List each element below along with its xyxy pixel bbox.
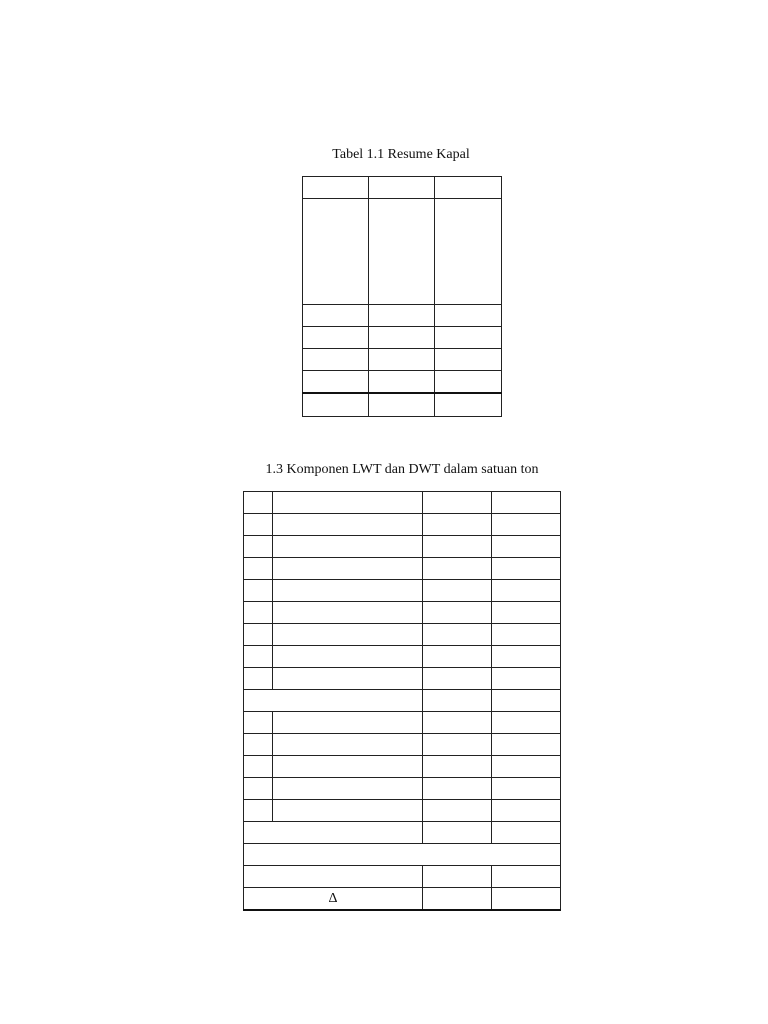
subtotal-row bbox=[244, 690, 561, 712]
table-cell bbox=[244, 866, 423, 888]
table-cell bbox=[369, 393, 435, 417]
table-cell bbox=[273, 800, 423, 822]
table-cell bbox=[492, 558, 561, 580]
table-row bbox=[244, 712, 561, 734]
table-cell bbox=[244, 712, 273, 734]
table-cell bbox=[423, 690, 492, 712]
table-cell bbox=[423, 646, 492, 668]
table-cell bbox=[273, 514, 423, 536]
table-cell bbox=[303, 305, 369, 327]
table-cell bbox=[492, 514, 561, 536]
delta-row bbox=[244, 888, 561, 911]
table-cell bbox=[435, 177, 502, 199]
table-row bbox=[303, 199, 502, 305]
table-cell bbox=[492, 580, 561, 602]
table-cell bbox=[492, 602, 561, 624]
table-cell bbox=[244, 756, 273, 778]
table-cell bbox=[492, 822, 561, 844]
table-cell bbox=[303, 393, 369, 417]
delta-symbol: Δ bbox=[244, 888, 423, 911]
table-cell bbox=[435, 349, 502, 371]
table-cell bbox=[303, 349, 369, 371]
table-cell bbox=[492, 734, 561, 756]
table-row bbox=[303, 371, 502, 394]
table-cell bbox=[244, 624, 273, 646]
table-row bbox=[244, 646, 561, 668]
table-cell bbox=[423, 580, 492, 602]
table-cell bbox=[423, 536, 492, 558]
table-cell bbox=[492, 646, 561, 668]
table-cell bbox=[492, 888, 561, 911]
table-cell bbox=[244, 602, 273, 624]
table-cell bbox=[244, 558, 273, 580]
table-lwt-caption: 1.3 Komponen LWT dan DWT dalam satuan ton bbox=[265, 462, 539, 477]
table-cell bbox=[244, 778, 273, 800]
table-cell bbox=[273, 734, 423, 756]
table-cell bbox=[369, 199, 435, 305]
table-row bbox=[244, 536, 561, 558]
table-cell bbox=[273, 536, 423, 558]
table-cell bbox=[492, 624, 561, 646]
table-cell bbox=[244, 822, 423, 844]
table-cell bbox=[244, 734, 273, 756]
table-cell bbox=[244, 514, 273, 536]
table-cell bbox=[244, 690, 423, 712]
table-cell bbox=[423, 822, 492, 844]
table-row bbox=[303, 305, 502, 327]
table-row bbox=[244, 734, 561, 756]
subtotal-row bbox=[244, 822, 561, 844]
table-cell bbox=[435, 371, 502, 394]
table-row bbox=[244, 756, 561, 778]
table-row bbox=[244, 580, 561, 602]
table-cell bbox=[369, 371, 435, 394]
table-cell bbox=[303, 327, 369, 349]
table-cell bbox=[244, 580, 273, 602]
table-cell bbox=[369, 327, 435, 349]
table-cell bbox=[423, 492, 492, 514]
table-cell bbox=[492, 756, 561, 778]
table-cell bbox=[273, 602, 423, 624]
table-cell bbox=[423, 778, 492, 800]
table-cell bbox=[244, 646, 273, 668]
table-cell bbox=[435, 199, 502, 305]
table-cell bbox=[423, 514, 492, 536]
table-cell bbox=[423, 624, 492, 646]
table-cell bbox=[435, 327, 502, 349]
table-cell bbox=[303, 371, 369, 394]
table-cell bbox=[492, 778, 561, 800]
table-cell bbox=[369, 177, 435, 199]
table-cell bbox=[492, 800, 561, 822]
table-cell bbox=[423, 756, 492, 778]
table-cell bbox=[423, 712, 492, 734]
table-cell bbox=[273, 778, 423, 800]
table-row bbox=[244, 778, 561, 800]
table-cell bbox=[273, 558, 423, 580]
table-row bbox=[303, 327, 502, 349]
table-row bbox=[303, 177, 502, 199]
table-row bbox=[244, 514, 561, 536]
table-row bbox=[244, 492, 561, 514]
table-cell bbox=[273, 580, 423, 602]
table-cell bbox=[273, 624, 423, 646]
table-cell bbox=[423, 558, 492, 580]
table-cell bbox=[492, 690, 561, 712]
table-row bbox=[303, 393, 502, 417]
table-cell bbox=[423, 734, 492, 756]
table-cell bbox=[303, 199, 369, 305]
table-cell bbox=[435, 305, 502, 327]
table-cell bbox=[423, 866, 492, 888]
table-row bbox=[244, 668, 561, 690]
table-cell bbox=[273, 668, 423, 690]
table-row bbox=[244, 800, 561, 822]
table-cell bbox=[244, 800, 273, 822]
table-cell bbox=[369, 305, 435, 327]
table-cell bbox=[244, 536, 273, 558]
table-cell bbox=[423, 602, 492, 624]
table-row bbox=[244, 624, 561, 646]
table-cell bbox=[423, 800, 492, 822]
table-cell bbox=[492, 866, 561, 888]
table-cell bbox=[423, 888, 492, 911]
lwt-dwt-table bbox=[243, 491, 561, 911]
table-row bbox=[244, 602, 561, 624]
table-cell bbox=[244, 492, 273, 514]
resume-kapal-table bbox=[302, 176, 502, 417]
table-row bbox=[244, 558, 561, 580]
table-cell bbox=[273, 492, 423, 514]
table-cell bbox=[244, 668, 273, 690]
table-cell bbox=[492, 712, 561, 734]
table-cell bbox=[492, 536, 561, 558]
table-cell bbox=[244, 844, 561, 866]
table-cell bbox=[492, 492, 561, 514]
table-cell bbox=[492, 668, 561, 690]
table-cell bbox=[273, 756, 423, 778]
table-cell bbox=[273, 646, 423, 668]
full-width-row bbox=[244, 844, 561, 866]
table-cell bbox=[303, 177, 369, 199]
table-cell bbox=[423, 668, 492, 690]
total-row bbox=[244, 866, 561, 888]
table-cell bbox=[273, 712, 423, 734]
table-resume-caption: Tabel 1.1 Resume Kapal bbox=[332, 147, 470, 162]
table-row bbox=[303, 349, 502, 371]
table-cell bbox=[435, 393, 502, 417]
table-cell bbox=[369, 349, 435, 371]
